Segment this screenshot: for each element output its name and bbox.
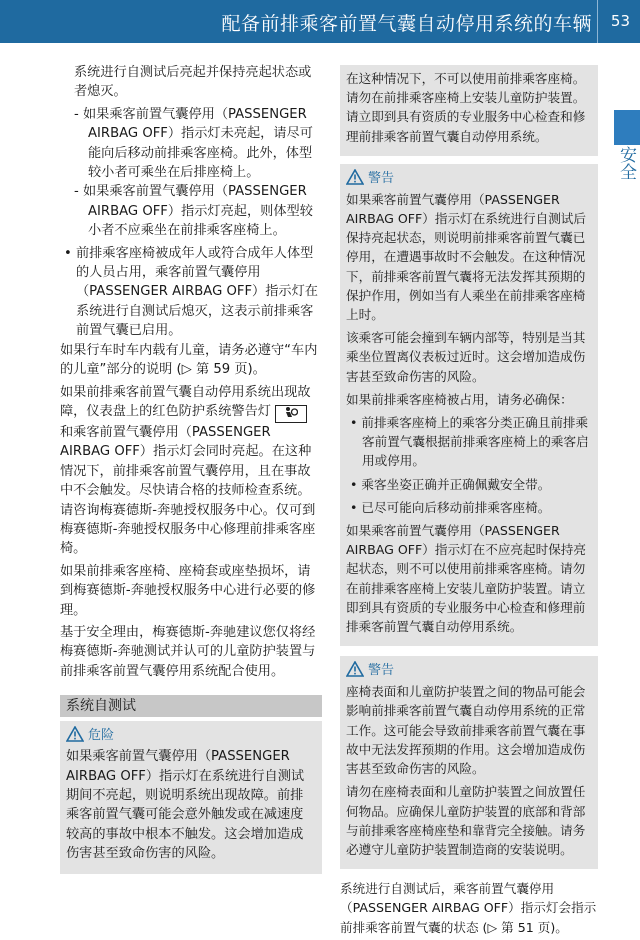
paragraph: 如果乘客前置气囊停用（PASSENGER AIRBAG OFF）指示灯在不应亮起时保持亮起状态，则不可以使用前排乘客座椅。请勿在前排乘客座椅上安装儿童防护装置。请立即到具有资质的专业服务中心检查和修理前排乘客前置气囊自动停用系统。 [346,523,586,635]
airbag-warning-icon [275,405,307,423]
danger-text: 如果乘客前置气囊停用（PASSENGER AIRBAG OFF）指示灯在系统进行自测试期间不亮起，则说明系统出现故障。前排乘客前置气囊可能会意外触发或在减速度较高的事故中根本不触发。这会增加造成伤害甚至致命伤害的风险。 [66,749,305,862]
warning-heading [346,660,592,682]
section-tab-marker [614,110,640,145]
danger-heading [66,725,316,747]
paragraph-text: 如果前排乘客前置气囊自动停用系统出现故障，仪表盘上的红色防护系统警告灯 [60,384,311,419]
bullet-item: • 前排乘客座椅上的乘客分类正确且前排乘客前置气囊根据前排乘客座椅上的乘客启用或停用。 [350,415,589,469]
paragraph: 如果行车时车内载有儿童，请务必遵守“车内的儿童”部分的说明 (▷ 第 59 页)。 [60,342,318,378]
paragraph: 如果前排乘客座椅、座椅套或座垫损坏，请到梅赛德斯-奔驰授权服务中心进行必要的修理。 [60,563,316,618]
warning-triangle-icon [346,661,364,677]
right-column [340,65,598,940]
warning-box [340,164,598,646]
danger-label: 危险 [88,728,115,744]
paragraph: 系统进行自测试后亮起并保持亮起状态或者熄灭。 [74,65,312,100]
warning-triangle-icon [66,726,84,742]
paragraph: 该乘客可能会撞到车辆内部等，特别是当其乘坐位置离仪表板过近时。这会增加造成伤害甚至致命伤害的风险。 [346,330,586,384]
bullet-item: • 乘客坐姿正确并正确佩戴安全带。 [350,476,551,492]
paragraph: 如果乘客前置气囊停用（PASSENGER AIRBAG OFF）指示灯在系统进行自测试后保持亮起状态，则说明前排乘客前置气囊已停用，在遭遇事故时不会触发。在这种情况下，前排乘客前置气囊将无法发挥其预期的保护作用，例如当有人乘坐在前排乘客座椅上时。 [346,191,586,323]
section-heading: 系统自测试 [60,695,322,717]
page-number: 53 [610,12,630,30]
left-column [60,63,322,874]
paragraph: 系统进行自测试后，乘客前置气囊停用（PASSENGER AIRBAG OFF）指示灯会指示前排乘客前置气囊的状态 (▷ 第 51 页)。 [340,881,597,935]
notice-box-continued [340,65,598,156]
paragraph: 请勿在座椅表面和儿童防护装置之间放置任何物品。应确保儿童防护装置的底部和背部与前排乘客座椅座垫和靠背完全接触。请务必遵守儿童防护装置制造商的安装说明。 [346,784,586,857]
paragraph: 座椅表面和儿童防护装置之间的物品可能会影响前排乘客前置气囊自动停用系统的正常工作。这可能会导致前排乘客前置气囊在事故中无法发挥预期的作用。这会增加造成伤害甚至致命伤害的风险。 [346,684,586,777]
paragraph [60,383,322,559]
paragraph: 基于安全理由，梅赛德斯-奔驰建议您仅将经梅赛德斯-奔驰测试并认可的儿童防护装置与前排乘客前置气囊停用系统配合使用。 [60,624,316,679]
warning-label: 警告 [368,170,395,186]
bullet-item: • 已尽可能向后移动前排乘客座椅。 [350,499,551,515]
warning-triangle-icon [346,169,364,185]
dash-item: - 如果乘客前置气囊停用（PASSENGER AIRBAG OFF）指示灯亮起，则体型较小者不应乘坐在前排乘客座椅上。 [74,184,313,239]
page-header [0,0,640,43]
paragraph: 在这种情况下，不可以使用前排乘客座椅。请勿在前排乘客座椅上安装儿童防护装置。请立即到具有资质的专业服务中心检查和修理前排乘客前置气囊自动停用系统。 [346,71,586,144]
bullet-item: • 前排乘客座椅被成年人或符合成年人体型的人员占用，乘客前置气囊停用（PASSENGER AIRBAG OFF）指示灯在系统进行自测试后熄灭，这表示前排乘客前置气囊已启用。 [64,245,318,339]
danger-box [60,721,322,873]
paragraph: 如果前排乘客座椅被占用，请务必确保： [346,391,573,407]
dash-item: - 如果乘客前置气囊停用（PASSENGER AIRBAG OFF）指示灯未亮起，请尽可能向后移动前排乘客座椅。此外，体型较小者可乘坐在后排座椅上。 [74,106,313,181]
warning-label: 警告 [368,663,395,679]
paragraph-text: 和乘客前置气囊停用（PASSENGER AIRBAG OFF）指示灯会同时亮起。在这种情况下，前排乘客前置气囊停用，且在事故中不会触发。尽快请合格的技师检查系统。请咨询梅赛德斯-奔驰授权服务中心。仅可到梅赛德斯-奔驰授权服务中心修理前排乘客座椅。 [60,424,316,557]
section-side-label: 安全 [616,146,636,180]
warning-heading [346,168,592,190]
header-divider [597,0,598,43]
warning-box [340,656,598,869]
page-title: 配备前排乘客前置气囊自动停用系统的车辆 [221,13,592,35]
